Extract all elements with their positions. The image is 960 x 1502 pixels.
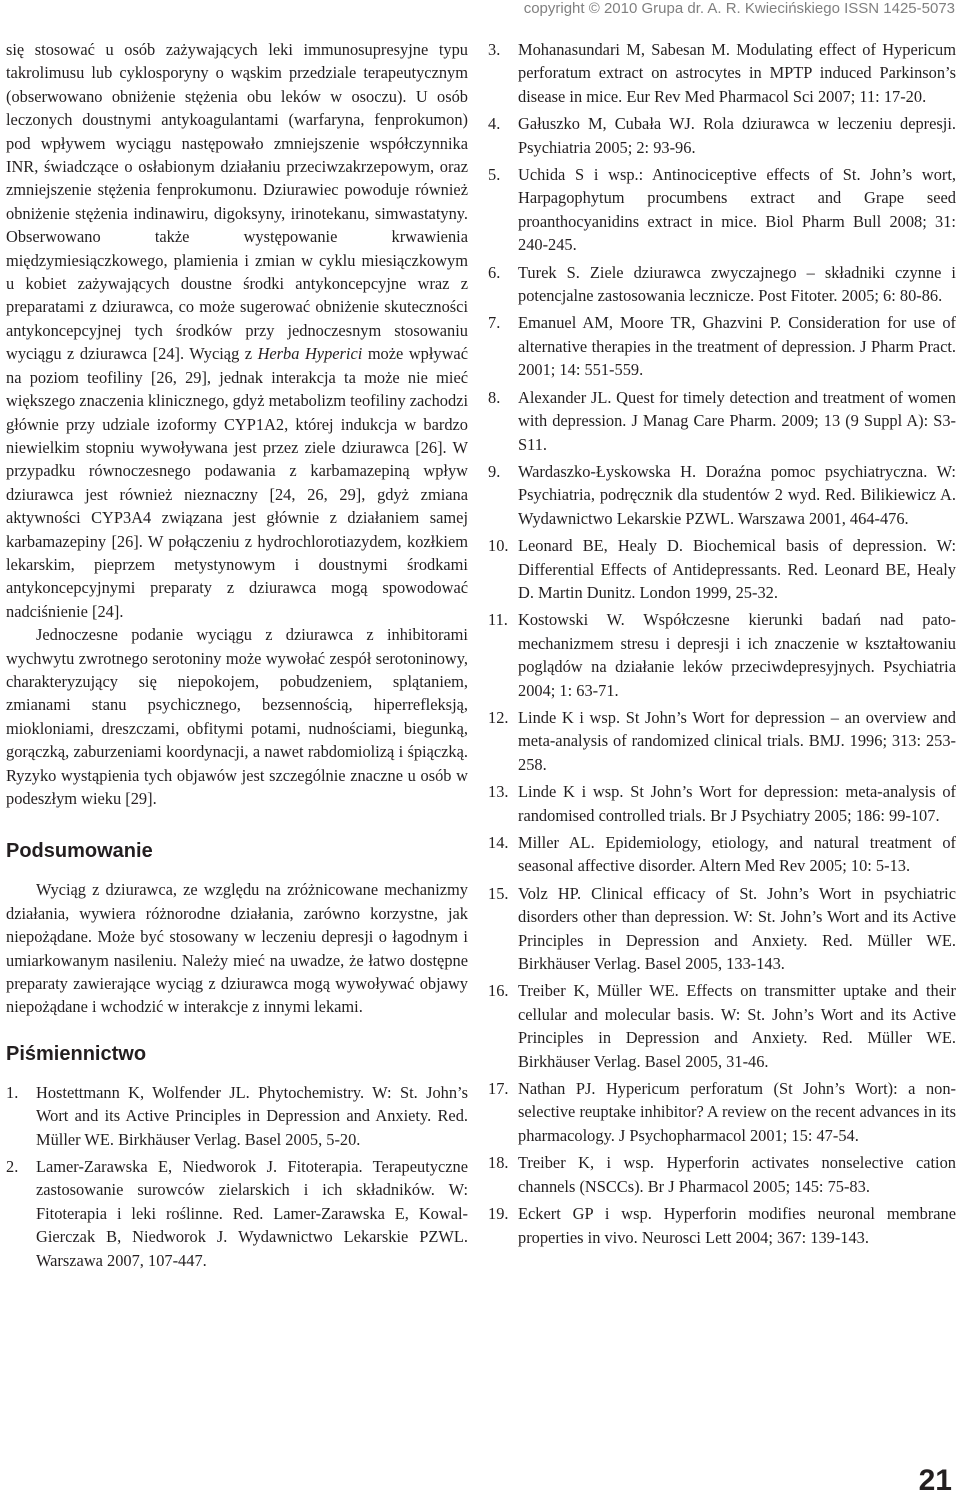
reference-list-right [488,38,956,1249]
reference-item: 11. Kostowski W. Współczesne kierunki badań nad patomechanizmem stresu i depresji i ich znaczenie w kształtowaniu poglądów na działanie leków przeciwdepresyjnych. Psychiatria 2004; 1: 63-71. [488,610,956,700]
reference-item: 2. Lamer-Zarawska E, Niedworok J. Fitoterapia. Terapeutyczne zastosowanie surowców zielarskich i ich składników. W: Fitoterapia i leki roślinne. Red. Lamer-Zarawska E, Kowal-Gierczak B, Niedworok J. Wydawnictwo Lekarskie PZWL. Warszawa 2007, 107-447. [6,1157,468,1270]
reference-item: 6. Turek S. Ziele dziurawca zwyczajnego – składniki czynne i potencjalne zastosowania lecznicze. Post Fitoter. 2005; 6: 80-86. [488,262,956,306]
body-paragraph-interactions: się stosować u osób zażywających leki immunosupresyjne typu takrolimusu lub cyklosporyny o wąskim przedziale terapeutycznym (obserwowano obniżenie stężenia obu leków w osoczu). U osób leczonych doustnymi antykoagulantami (warfaryna, fenprokumon) pod wpływem wyciągu następowało zmniejszenie współczynnika INR, świadczące o osłabionym działaniu przeciwzakrzepowym, oraz zmniejszenie stężenia fenprokumonu. Dziurawiec powoduje również obniżenie stężenia indinawiru, digoksyny, irinotekanu, simwastatyny. Obserwowano także występowanie krwawienia międzymiesiączkowego, plamienia i zmian w cyklu miesiączkowym u kobiet zażywających doustne środki antykoncepcyjne wraz z preparatami z dziurawca, co może sugerować obniżenie skuteczności antykoncepcyjnej tych środków przy jednoczesnym stosowaniu wyciągu z dziurawca [24]. Wyciąg z Herba Hyperici może wpływać na poziom teofiliny [26, 29], jednak interakcja ta może nie mieć większego znaczenia klinicznego, gdyż metabolizm teofiliny zachodzi głównie przy udziale izoformy CYP1A2, której indukcja w bardzo niewielkim stopniu wywoływana jest przez ziele dziurawca [26]. W przypadku równoczesnego podawania z karbamazepiną wpływ dziurawca jest również nieznaczny [24, 26, 29], gdyż zmiana aktywności CYP3A4 związana jest głównie z działaniem samej karbamazepiny [26]. W połączeniu z hydrochlorotiazydem, kozłkiem lekarskim, pieprzem metystynowym i doustnymi środkami antykoncepcyjnymi preparaty z dziurawca mogą spowodować nadciśnienie [24]. [6,40,468,621]
reference-item: 7. Emanuel AM, Moore TR, Ghazvini P. Consideration for use of alternative therapies in the treatment of depression. J Pharm Pract. 2001; 14: 551-559. [488,313,956,380]
reference-item: 9. Wardaszko-Łyskowska H. Doraźna pomoc psychiatryczna. W: Psychiatria, podręcznik dla studentów 2 wyd. Red. Bilikiewicz A. Wydawnictwo Lekarskie PZWL. Warszawa 2001, 464-476. [488,461,956,528]
right-column [488,38,956,1253]
body-paragraph-serotonin: Jednoczesne podanie wyciągu z dziurawca z inhibitorami wychwytu zwrotnego serotoniny może wywołać zespół serotoninowy, charakteryzujący się niepokojem, pobudzeniem, splątaniem, zmianami stanu psychicznego, bezsennością, hiperrefleksją, miokloniami, dreszczami, obfitymi potami, nudnościami, biegunką, gorączką, zaburzeniami koordynacji, a nawet rabdomiolizą i śpiączką. Ryzyko wystąpienia tych objawów jest szczególnie znaczne u osób w podeszłym wieku [29]. [6,625,468,808]
reference-item: 17. Nathan PJ. Hypericum perforatum (St John’s Wort): a non-selective reuptake inhibitor? A review on the recent advances in its pharmacology. J Psychopharmacol 2001; 15: 47-54. [488,1079,956,1145]
reference-item: 5. Uchida S i wsp.: Antinociceptive effects of St. John’s wort, Harpagophytum procumbens extract and Grape seed proanthocyanidins extract in mice. Biol Pharm Bull 2008; 31: 240-245. [488,165,956,255]
reference-item: 15. Volz HP. Clinical efficacy of St. John’s Wort in psychiatric disorders other than depression. W: St. John’s Wort and its Active Principles in Depression and Anxiety. Red. Müller WE. Birkhäuser Verlag. Basel 2005, 133-143. [488,883,956,974]
left-column [6,38,468,1276]
reference-item: 4. Gałuszko M, Cubała WJ. Rola dziurawca w leczeniu depresji. Psychiatria 2005; 2: 93-96. [488,114,956,157]
reference-item: 14. Miller AL. Epidemiology, etiology, and natural treatment of seasonal affective disorder. Altern Med Rev 2005; 10: 5-13. [488,833,956,876]
reference-item: 3. Mohanasundari M, Sabesan M. Modulating effect of Hypericum perforatum extract on astrocytes in MPTP induced Parkinson’s disease in mice. Eur Rev Med Pharmacol Sci 2007; 11: 17-20. [488,40,956,106]
reference-item: 8. Alexander JL. Quest for timely detection and treatment of women with depression. J Manag Care Pharm. 2009; 13 (9 Suppl A): S3-S11. [488,387,956,454]
italic-term: Herba Hyperici [257,344,363,364]
reference-item: 16. Treiber K, Müller WE. Effects on transmitter uptake and their cellular and molecular basis. W: St. John’s Wort and its Active Principles in Depression and Anxiety. Red. Müller WE. Birkhäuser Verlag. Basel 2005, 31-46. [488,981,956,1071]
reference-item: 10. Leonard BE, Healy D. Biochemical basis of depression. W: Differential Effects of Antidepressants. Red. Leonard BE, Healy D. Martin Dunitz. London 1999, 25-32. [488,536,956,602]
page-number: 21 [918,1464,952,1497]
reference-item: 13. Linde K i wsp. St John’s Wort for depression: meta-analysis of randomised controlled trials. Br J Psychiatry 2005; 186: 99-107. [488,782,956,825]
reference-item: 1. Hostettmann K, Wolfender JL. Phytochemistry. W: St. John’s Wort and its Active Principles in Depression and Anxiety. Red. Müller WE. Birkhäuser Verlag. Basel 2005, 5-20. [6,1082,468,1149]
reference-item: 18. Treiber K, i wsp. Hyperforin activates nonselective cation channels (NSCCs). Br J Pharmacol 2005; 145: 75-83. [488,1153,956,1196]
summary-heading: Podsumowanie [6,840,153,863]
summary-paragraph: Wyciąg z dziurawca, ze względu na zróżnicowane mechanizmy działania, wywiera różnorodne działania, zarówno korzystne, jak niepożądane. Może być stosowany w leczeniu depresji o łagodnym i umiarkowanym nasileniu. Należy mieć na uwadze, że łatwo dostępne preparaty zawierające wyciąg z dziurawca mogą wywoływać objawy niepożądane i wchodzić w interakcje z innymi lekami. [6,880,468,1017]
reference-item: 12. Linde K i wsp. St John’s Wort for depression – an overview and meta-analysis of randomized clinical trials. BMJ. 1996; 313: 253-258. [488,707,956,774]
references-heading: Piśmiennictwo [6,1042,147,1065]
reference-item: 19. Eckert GP i wsp. Hyperforin modifies neuronal membrane properties in vivo. Neurosci Lett 2004; 367: 139-143. [488,1204,956,1247]
copyright-notice: copyright © 2010 Grupa dr. A. R. Kwiecińskiego ISSN 1425-5073 [523,0,955,17]
reference-list-left [6,1081,468,1272]
